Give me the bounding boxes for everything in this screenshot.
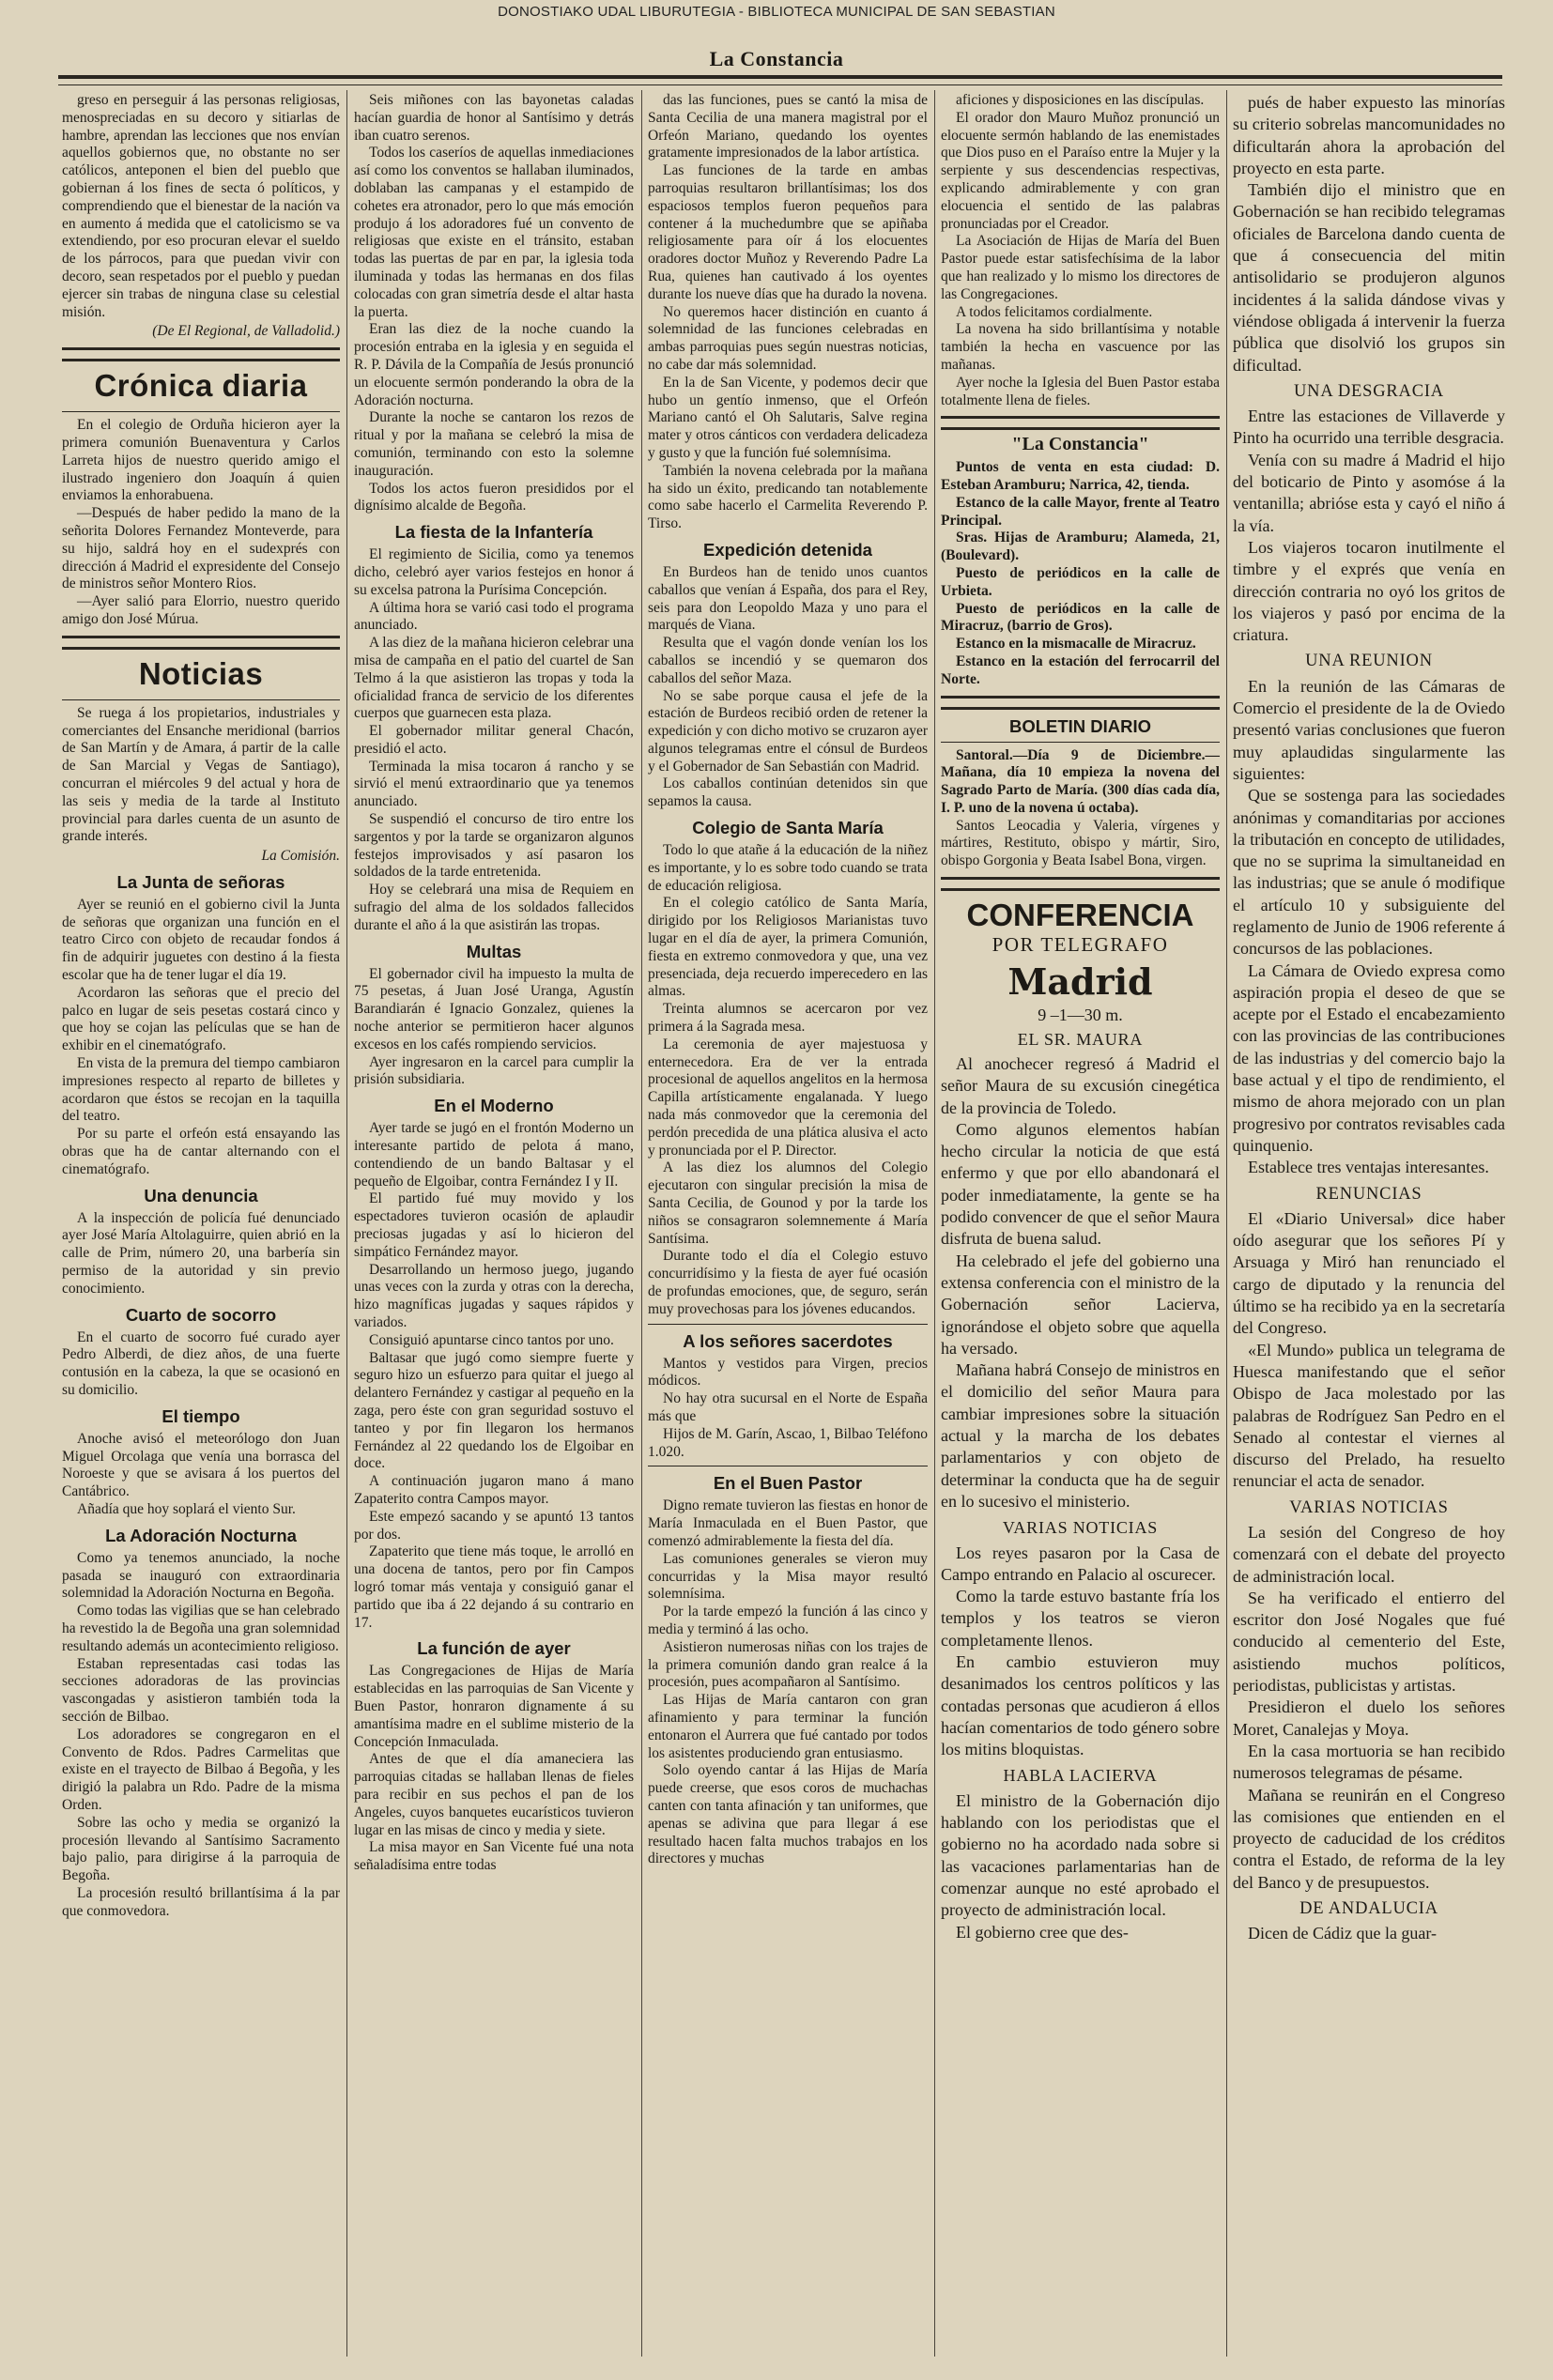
article-text: Se suspendió el concurso de tiro entre los sargentos y por la tarde se organizaron algunos festejos improvisados y así pasaron los soldados de la tarde entretenida. <box>354 811 634 881</box>
section-rule <box>62 347 340 361</box>
article-text: Este empezó sacando y se apuntó 13 tantos por dos. <box>354 1508 634 1543</box>
top-rule <box>58 75 1502 85</box>
article-text: Los viajeros tocaron inutilmente el timbre y el exprés que venía en dirección contraria no oyó los gritos de los viajeros y pasó por encima de la criatura. <box>1233 537 1505 645</box>
article-text: También la novena celebrada por la mañana ha sido un éxito, predicando tan notablemente como sabe hacerlo el Carmelita Reverendo P. Tirso. <box>648 462 928 532</box>
article-text: Zapaterito que tiene más toque, le arrolló en una docena de tantos, pero por fin Campos logró tomar más ventaja y consiguió ganar el partido que iba á 22 dejando á su contrario en 17. <box>354 1543 634 1631</box>
subheading: POR TELEGRAFO <box>992 933 1169 957</box>
article-text: Solo oyendo cantar á las Hijas de María puede creerse, que esos coros de muchachas canten con tanta afinación y tan uniformes, que apenas se adivina que para llegar á ese resultado hacen falta muchos trabajos en los directores y muchas <box>648 1762 928 1867</box>
sales-points-heading: "La Constancia" <box>1011 434 1149 455</box>
section-rule <box>941 416 1220 430</box>
article-heading: A los señores sacerdotes <box>683 1330 893 1351</box>
divider <box>62 699 340 700</box>
article-text: —Ayer salió para Elorrio, nuestro querido amigo don José Múrua. <box>62 593 340 627</box>
article-text: Por su parte el orfeón está ensayando las obras que ha de cantar alternando con el cinematógrafo. <box>62 1126 340 1177</box>
article-text: Que se sostenga para las sociedades anónimas y comanditarias por acciones la tributación en concepto de utilidades, que no se suprima la simultaneidad en las industrias; que se anule ó modifique el artículo 10 y subsiguiente del reglamento de Junio de 1906 referente á concursos de las poblaciones. <box>1233 786 1505 959</box>
advert-text: No hay otra sucursal en el Norte de España más que <box>648 1390 928 1424</box>
advert-text: Mantos y vestidos para Virgen, precios módicos. <box>648 1355 928 1390</box>
article-text: En cambio estuvieron muy desanimados los centros políticos y las contadas personas que acudieron á ellos hacían comentarios de todo género sobre los mitins bloquistas. <box>941 1651 1220 1759</box>
article-text: El gobierno cree que des- <box>956 1922 1129 1942</box>
article-text: Santos Leocadia y Valeria, vírgenes y mártires, Restituto, obispo y mártir, Siro, obispo Gorgonia y Beata Isabel Bona, virgen. <box>941 817 1220 869</box>
section-heading: BOLETIN DIARIO <box>1008 715 1152 736</box>
article-text: Añadía que hoy soplará el viento Sur. <box>77 1501 296 1517</box>
article-text: Las Congregaciones de Hijas de María establecidas en las parroquias de San Vicente y Buen Pastor, honraron dignamente á su amantísima madre en el sublime misterio de la Concepción Inmaculada. <box>354 1663 634 1750</box>
article-heading: En el Buen Pastor <box>713 1473 863 1494</box>
section-rule <box>941 696 1220 710</box>
article-text: aficiones y disposiciones en las discípulas. <box>956 92 1205 108</box>
advert-text: Hijos de M. Garín, Ascao, 1, Bilbao Teléfono 1.020. <box>648 1425 928 1460</box>
article-heading: RENUNCIAS <box>1315 1184 1422 1204</box>
article-text: La novena ha sido brillantísima y notable también la hecha en vascuence por las mañanas. <box>941 321 1220 373</box>
article-text: Acordaron las señoras que el precio del palco en lugar de seis pesetas costará cinco y que hoy se cojan las películas que se han de exhibir en el cinematógrafo. <box>62 984 340 1054</box>
article-heading: UNA REUNION <box>1305 652 1433 671</box>
column-rule <box>1226 90 1227 2357</box>
article-text: El gobernador militar general Chacón, presidió el acto. <box>354 723 634 757</box>
article-text: Asistieron numerosas niñas con los trajes de la primera comunión dando gran realce á la procesión, pues acompañaron al Santísimo. <box>648 1638 928 1691</box>
advert-text: Estanco de la calle Mayor, frente al Teatro Principal. <box>941 494 1220 529</box>
running-head: La Constancia <box>709 47 844 70</box>
article-text: Desarrollando un hermoso juego, jugando unas veces con la zurda y otras con la derecha, hizo magníficas jugadas y saques rápidos y variados. <box>354 1261 634 1330</box>
article-text: Las Hijas de María cantaron con gran afinamiento y para terminar la función entonaron el Aurrera que fué cantado por todos los asistentes produciendo gran entusiasmo. <box>648 1692 928 1761</box>
article-text: A las diez los alumnos del Colegio ejecutaron con singular precisión la misa de Santa Cecilia, de Gounod y por la tarde los niños se consagraron solemnemente á María Santísima. <box>648 1159 928 1247</box>
article-text: La Cámara de Oviedo expresa como aspiración propia el deseo de que se acepte por el Estado el encabezamiento con las provincias de las contribuciones de las industrias y del comercio bajo la base actual y el tipo de rendimiento, el mismo de ahora mejorado con un plan progresivo por contratos revisables cada quinquenio. <box>1233 960 1505 1155</box>
article-text: pués de haber expuesto las minorías su criterio sobrelas mancomunidades no dificultarán ahora la aprobación del proyecto en esta parte. <box>1233 93 1505 177</box>
article-text: Ha celebrado el jefe del gobierno una extensa conferencia con el ministro de la Gobernación señor Lacierva, ignorándose el objeto sobre que aquella ha versado. <box>941 1251 1220 1358</box>
article-text: El gobernador civil ha impuesto la multa de 75 pesetas, á Juan José Uranga, Agustín Barandiarán é Ignacio Gonzalez, quienes la noche anterior se permitieron hacer algunos excesos en los cafés rompiendo servicios. <box>354 965 634 1052</box>
article-text: La procesión resultó brillantísima á la par que conmovedora. <box>62 1884 340 1919</box>
article-text: Los caballos continúan detenidos sin que sepamos la causa. <box>648 775 928 810</box>
section-rule <box>62 636 340 650</box>
article-text: Durante la noche se cantaron los rezos de ritual y por la mañana se celebró la misa de comunión, terminando con esto la solemne inauguración. <box>354 409 634 479</box>
article-text: Se ruega á los propietarios, industriales y comerciantes del Ensanche meridional (barrios de San Martín y de Amara, á partir de la calle de San Marcial y Vegas de Santiago), concurran el miércoles 9 del actual y hora de las seis y media de la tarde al Instituto provincial para darles cuenta de un asunto de grande interés. <box>62 704 340 845</box>
city-heading: Madrid <box>1007 960 1153 1003</box>
article-text: A continuación jugaron mano á mano Zapaterito contra Campos mayor. <box>354 1473 634 1507</box>
article-text: Ayer ingresaron en la carcel para cumplir la prisión subsidiaria. <box>354 1053 634 1088</box>
article-text: El orador don Mauro Muñoz pronunció un elocuente sermón hablando de las enemistades que Dios puso en el Paraíso entre la Mujer y la serpiente y sus descendencias respectivas, explicando admirablemente y con gran elocuencia el sentido de las palabras pronunciadas por el Creador. <box>941 109 1220 232</box>
article-text: El «Diario Universal» dice haber oído asegurar que los señores Pí y Arsuaga y Miró han renunciado el cargo de diputado y la renuncia del último se ha recibido ya en la secretaría del Congreso. <box>1233 1208 1505 1338</box>
article-text: Se ha verificado el entierro del escritor don José Nogales que fué conducido al cementerio del Este, asistiendo muchos políticos, periodistas, publicistas y artistas. <box>1233 1588 1505 1696</box>
dateline: 9 –1—30 m. <box>1038 1005 1123 1024</box>
article-text: No se sabe porque causa el jefe de la estación de Burdeos recibió orden de retener la expedición y con dicho motivo se cruzaron ayer algunos telegramas entre el cónsul de Burdeos y el Gobernador de San Sebastián con Madrid. <box>648 687 928 775</box>
article-text: Ayer se reunió en el gobierno civil la Junta de señoras que organizan una función en el teatro Circo con objeto de recaudar fondos á fin de adquirir juguetes con destino á la fiesta escolar que ha de tener lugar el día 19. <box>62 896 340 984</box>
article-text: A todos felicitamos cordialmente. <box>956 303 1153 320</box>
article-text: Venía con su madre á Madrid el hijo del boticario de Pinto y asomóse á la ventanilla; abrióse esta y cayó el niño á la vía. <box>1233 450 1505 535</box>
divider <box>941 742 1220 743</box>
section-rule <box>941 877 1220 891</box>
article-text: Baltasar que jugó como siempre fuerte y seguro hizo un esfuerzo para quitar el juego al delantero Fernández y castigar al pequeño en la zaga, pero éste con gran seguridad sostuvo el tanteo y por fin llegaron los hermanos Fernández al 22 quedando los de Elgoibar en doce. <box>354 1349 634 1472</box>
article-text: —Después de haber pedido la mano de la señorita Dolores Fernandez Monteverde, para su hijo, saldrá hoy en el sudexprés con dirección á Madrid el expresidente del Consejo de ministros señor Montero Rios. <box>62 505 340 592</box>
article-text: greso en perseguir á las personas religiosas, menospreciadas en su decoro y sitiarlas de hambre, aprendan las lecciones que nos envían aquellos gobiernos que, no obstante no ser católicos, anteponen el bien del pueblo que gobiernan á los fines de secta ó políticos, y comprendiendo que el bienestar de la nación va en aumento á medida que el catolicismo se va extendiendo, por eso procuran elevar el sueldo de los párrocos, para que puedan vivir con decoro, sean respetados por el pueblo y puedan ejercer sin trabas de ninguna clase su celestial misión. <box>62 92 340 320</box>
advert-text: Puntos de venta en esta ciudad: D. Esteban Aramburu; Narrica, 42, tienda. <box>941 459 1220 493</box>
divider <box>62 411 340 412</box>
article-text: En la de San Vicente, y podemos decir que hubo un gentío inmenso, que el Orfeón Mariano cantó el Oh Salutaris, Salve regina mater y otros cánticos con verdadera delicadeza y gusto y que la función fué solemnísima. <box>648 374 928 461</box>
article-text: Hoy se celebrará una misa de Requiem en sufragio del alma de los soldados fallecidos durante el año á la que asistirán las tropas. <box>354 882 634 933</box>
article-text: El partido fué muy movido y los espectadores tuvieron ocasión de aplaudir preciosas jugadas y así lo hicieron del simpático Fernández mayor. <box>354 1190 634 1260</box>
article-text: Los reyes pasaron por la Casa de Campo entrando en Palacio al oscurecer. <box>941 1543 1220 1584</box>
article-heading: La fiesta de la Infantería <box>394 522 593 543</box>
article-text: Resulta que el vagón donde venían los los caballos se incendió y se quemaron dos caballos del señor Maza. <box>648 635 928 686</box>
article-text: Las funciones de la tarde en ambas parroquias resultaron brillantísimas; los dos espaciosos templos fueron pequeños para contener á la muchedumbre que se apiñaba religiosamente para oír á los elocuentes oradores doctor Muñoz y Reverendo Padre La Rua, quienes han cautivado á los oyentes durante los nueve días que ha durado la novena. <box>648 162 928 302</box>
article-heading: UNA DESGRACIA <box>1294 381 1444 401</box>
column-rule <box>641 90 642 2357</box>
article-text: La sesión del Congreso de hoy comenzará con el debate del proyecto de administración local. <box>1233 1523 1505 1586</box>
article-text: Todos los actos fueron presididos por el dignísimo alcalde de Begoña. <box>354 480 634 514</box>
article-text: das las funciones, pues se cantó la misa de Santa Cecilia de una manera magistral por el Orfeón Mariano, quedando los oyentes gratamente impresionados de la labor artística. <box>648 92 928 161</box>
article-text: En la casa mortuoria se han recibido numerosos telegramas de pésame. <box>1233 1741 1505 1783</box>
article-text: Eran las diez de la noche cuando la procesión entraba en la iglesia y en seguida el R. P. Dávila de la Compañía de Jesús pronunció un elocuente sermón ponderando la obra de la Adoración nocturna. <box>354 321 634 408</box>
article-text: Sobre las ocho y media se organizó la procesión llevando al Santísimo Sacramento bajo palio, para dirigirse á la parroquia de Begoña. <box>62 1814 340 1884</box>
article-text: En el colegio de Orduña hicieron ayer la primera comunión Buenaventura y Carlos Larreta hijos de nuestro querido amigo el ilustrado ingeniero don Joaquín á quien enviamos la enhorabuena. <box>62 417 340 504</box>
article-heading: Colegio de Santa María <box>692 818 884 838</box>
article-text: Como todas las vigilias que se han celebrado ha revestido la de Begoña una gran solemnidad resultando además un acontecimiento religioso. <box>62 1603 340 1654</box>
article-text: Como algunos elementos habían hecho circular la noticia de que está enfermo y que por ello abandonará el poder inmediatamente, la gente se ha podido convencer de que el señor Maura disfruta de buena salud. <box>941 1119 1220 1249</box>
article-text: Santoral.—Día 9 de Diciembre.—Mañana, día 10 empieza la novena del Sagrado Parto de María. (300 días cada día, I. P. uno de la novena ú octaba). <box>941 746 1220 816</box>
article-text: Presidieron el duelo los señores Moret, Canalejas y Moya. <box>1233 1697 1505 1739</box>
article-text: La Asociación de Hijas de María del Buen Pastor puede estar satisfechísima de la labor que han realizado y lo mismo los directores de las Congregaciones. <box>941 233 1220 302</box>
article-text: Digno remate tuvieron las fiestas en honor de María Inmaculada en el Buen Pastor, que comenzó admirablemente la fiesta del día. <box>648 1497 928 1549</box>
article-text: Treinta alumnos se acercaron por vez primera á la Sagrada mesa. <box>648 1001 928 1036</box>
article-text: Como la tarde estuvo bastante fría los templos y los teatros se vieron completamente llenos. <box>941 1587 1220 1650</box>
article-heading: Cuarto de socorro <box>125 1304 277 1325</box>
article-text: Estaban representadas casi todas las secciones adoradoras de las provincias vascongadas y asistieron también toda la sección de Bilbao. <box>62 1655 340 1725</box>
advert-text: Estanco en la mismacalle de Miracruz. <box>956 636 1196 653</box>
article-text: Dicen de Cádiz que la guar- <box>1248 1924 1438 1943</box>
article-text: «El Mundo» publica un telegrama de Huesca manifestando que el señor Obispo de Jaca molestado por las palabras de Rodríguez San Pedro en el Senado al contestar el viernes al discurso del Prelado, ha resuelto renunciar el acta de senador. <box>1233 1340 1505 1491</box>
advert-text: Puesto de periódicos en la calle de Urbieta. <box>941 564 1220 599</box>
article-text: Las comuniones generales se vieron muy concurridas y la Misa mayor resultó solemnísima. <box>648 1550 928 1603</box>
column-2 <box>354 92 634 2355</box>
article-heading: El tiempo <box>161 1405 240 1426</box>
article-text: Por la tarde empezó la función á las cinco y media y terminó á las ocho. <box>648 1604 928 1637</box>
article-heading: EL SR. MAURA <box>1017 1029 1144 1049</box>
article-text: Al anochecer regresó á Madrid el señor Maura de su excusión cinegética de la provincia de Toledo. <box>941 1053 1220 1117</box>
article-heading: La Adoración Nocturna <box>105 1525 297 1545</box>
advert-text: Estanco en la estación del ferrocarril del Norte. <box>941 653 1220 687</box>
column-5 <box>1233 92 1505 2355</box>
article-text: Ayer tarde se jugó en el frontón Moderno un interesante partido de pelota á mano, contendiendo de un bando Baltasar y el pequeño de Elgoibar, contra Fernández I y II. <box>354 1120 634 1190</box>
signature: La Comisión. <box>261 848 340 865</box>
article-text: Consiguió apuntarse cinco tantos por uno. <box>369 1331 614 1348</box>
article-text: También dijo el ministro que en Gobernación se han recibido telegramas oficiales de Barcelona dando cuenta de que á consecuencia del mitin antisolidario se produjeron algunos incidentes á la salida dándose vivas y viéndose obligada á intervenir la fuerza pública que disolvió los grupos sin dificultad. <box>1233 180 1505 375</box>
section-heading: Noticias <box>138 655 264 691</box>
article-text: Seis miñones con las bayonetas caladas hacían guardia de honor al Santísimo y detrás iban cuatro serenos. <box>354 92 634 144</box>
article-text: En la reunión de las Cámaras de Comercio el presidente de la de Oviedo presentó varias conclusiones que fueron muy aplaudidas singularmente las siguientes: <box>1233 676 1505 783</box>
article-text: La misa mayor en San Vicente fué una nota señaladísima entre todas <box>354 1839 634 1874</box>
article-text: Durante todo el día el Colegio estuvo concurridísimo y la fiesta de ayer fué ocasión de profundas emociones, que, de seguro, serán muy provechosas para los jóvenes educandos. <box>648 1248 928 1317</box>
article-text: En el cuarto de socorro fué curado ayer Pedro Alberdi, de diez años, de una fuerte contusión en la cabeza, la que se ocasionó en su domicilio. <box>62 1328 340 1399</box>
column-rule <box>346 90 347 2357</box>
article-text: Establece tres ventajas interesantes. <box>1248 1158 1489 1177</box>
article-heading: Multas <box>466 941 522 961</box>
article-text: Entre las estaciones de Villaverde y Pinto ha ocurrido una terrible desgracia. <box>1233 407 1505 448</box>
article-heading: VARIAS NOTICIAS <box>1002 1518 1159 1538</box>
article-heading: La Junta de señoras <box>116 871 285 892</box>
article-heading: VARIAS NOTICIAS <box>1289 1497 1449 1517</box>
article-text: Ayer noche la Iglesia del Buen Pastor estaba totalmente llena de fieles. <box>941 374 1220 408</box>
article-text: Anoche avisó el meteorólogo don Juan Miguel Orcolaga que venía una borrasca del Noroeste y que se avisara á los puertos del Cantábrico. <box>62 1430 340 1500</box>
article-heading: En el Moderno <box>434 1096 554 1116</box>
article-text: A última hora se varió casi todo el programa anunciado. <box>354 599 634 634</box>
article-text: Como ya tenemos anunciado, la noche pasada se inauguró con extraordinaria solemnidad la Adoración Nocturna en Begoña. <box>62 1549 340 1602</box>
article-source: (De El Regional, de Valladolid.) <box>152 323 340 340</box>
article-text: En el colegio católico de Santa María, dirigido por los Religiosos Marianistas tuvo lugar en el día de ayer, la primera Comunión, fiesta en extremo conmovedora y que, una vez presenciada, deja recuerdo imperecedero en las almas. <box>648 895 928 1000</box>
article-text: Mañana se reunirán en el Congreso las comisiones que entienden en el proyecto de caducidad de los créditos contra el Estado, de reforma de la ley del Banco y de presupuestos. <box>1233 1785 1505 1892</box>
article-text: La ceremonia de ayer majestuosa y enternecedora. Era de ver la entrada procesional de aquellos angelitos en la hermosa Capilla artísticamente engalanada. Y luego nada más conmovedor que la ceremonia del perdón precedida de una plática alusiva el acto y pronunciada por el P. Director. <box>648 1036 928 1159</box>
article-heading: Una denuncia <box>144 1185 258 1205</box>
article-text: En vista de la premura del tiempo cambiaron impresiones respecto al reparto de billetes y acordaron que éstos se recojan en la taquilla del teatro. <box>62 1055 340 1125</box>
article-text: Mañana habrá Consejo de ministros en el domicilio del señor Maura para cambiar impresiones sobre la situación actual y la marcha de los debates parlamentarios y con objeto de determinar la conducta que ha de seguir en lo sucesivo el ministerio. <box>941 1360 1220 1511</box>
article-text: Antes de que el día amaneciera las parroquias citadas se hallaban llenas de fieles para recibir en sus pechos el pan de los Angeles, cuyos banquetes eucarísticos tuvieron lugar en las misas de cinco y media y siete. <box>354 1751 634 1838</box>
article-text: A las diez de la mañana hicieron celebrar una misa de campaña en el patio del cuartel de San Telmo á la que asistieron las tropas y toda la oficialidad franca de servicio de los diferentes cuerpos que guarnecen esta plaza. <box>354 635 634 722</box>
article-text: Todos los caseríos de aquellas inmediaciones así como los conventos se hallaban iluminados, doblaban las campanas y el estampido de cohetes era atronador, pero lo que más emoción produjo á los adoradores fué un convento de religiosas que existe en el tránsito, estaban todas las puertas de par en par, la iglesia toda iluminada y todas las hermanas en dos filas colocadas con gran simetría desde el altar hasta la puerta. <box>354 145 634 320</box>
article-heading: Expedición detenida <box>703 539 872 560</box>
advert-text: Puesto de periódicos en la calle de Miracruz, (barrio de Gros). <box>941 600 1220 635</box>
article-text: Los adoradores se congregaron en el Convento de Rdos. Padres Carmelitas que existe en el trayecto de Bilbao á Begoña, y les dirigió la palabra un Rdo. Padre de la misma Orden. <box>62 1726 340 1813</box>
article-heading: La función de ayer <box>417 1638 571 1659</box>
article-text: Terminada la misa tocaron á rancho y se sirvió el menú extraordinario que ya tenemos anunciado. <box>354 758 634 810</box>
article-text: El regimiento de Sicilia, como ya tenemos dicho, celebró ayer varios festejos en honor á su excelsa patrona la Purísima Concepción. <box>354 546 634 598</box>
article-text: Todo lo que atañe á la educación de la niñez es importante, y lo es sobre todo cuando se trata de educación religiosa. <box>648 842 928 894</box>
column-3 <box>648 92 928 2355</box>
column-1 <box>62 92 340 2355</box>
article-text: No queremos hacer distinción en cuanto á solemnidad de las funciones celebradas en ambas parroquias pues según nuestras noticias, no cabe dar más solemnidad. <box>648 303 928 373</box>
archive-banner: DONOSTIAKO UDAL LIBURUTEGIA - BIBLIOTECA MUNICIPAL DE SAN SEBASTIAN <box>498 4 1055 20</box>
article-heading: HABLA LACIERVA <box>1003 1766 1158 1786</box>
divider <box>648 1324 928 1325</box>
column-rule <box>934 90 935 2357</box>
article-heading: DE ANDALUCIA <box>1299 1899 1438 1919</box>
column-4 <box>941 92 1220 2355</box>
section-heading: CONFERENCIA <box>966 898 1194 933</box>
section-heading: Crónica diaria <box>94 368 308 404</box>
advert-text: Sras. Hijas de Aramburu; Alameda, 21, (Boulevard). <box>941 530 1220 564</box>
article-text: A la inspección de policía fué denunciado ayer José María Altolaguirre, quien abrió en la calle de Prim, número 20, una barbería sin permiso de la autoridad y sin previo conocimiento. <box>62 1209 340 1297</box>
article-text: En Burdeos han de tenido unos cuantos caballos que venían á España, dos para el Rey, seis para don Leopoldo Maza y uno para el marqués de Viana. <box>648 563 928 634</box>
article-text: El ministro de la Gobernación dijo hablando con los periodistas que el gobierno no ha acordado nada sobre si las vacaciones parlamentarias han de comenzar aunque no esté aprobado el proyecto de administración local. <box>941 1790 1220 1920</box>
